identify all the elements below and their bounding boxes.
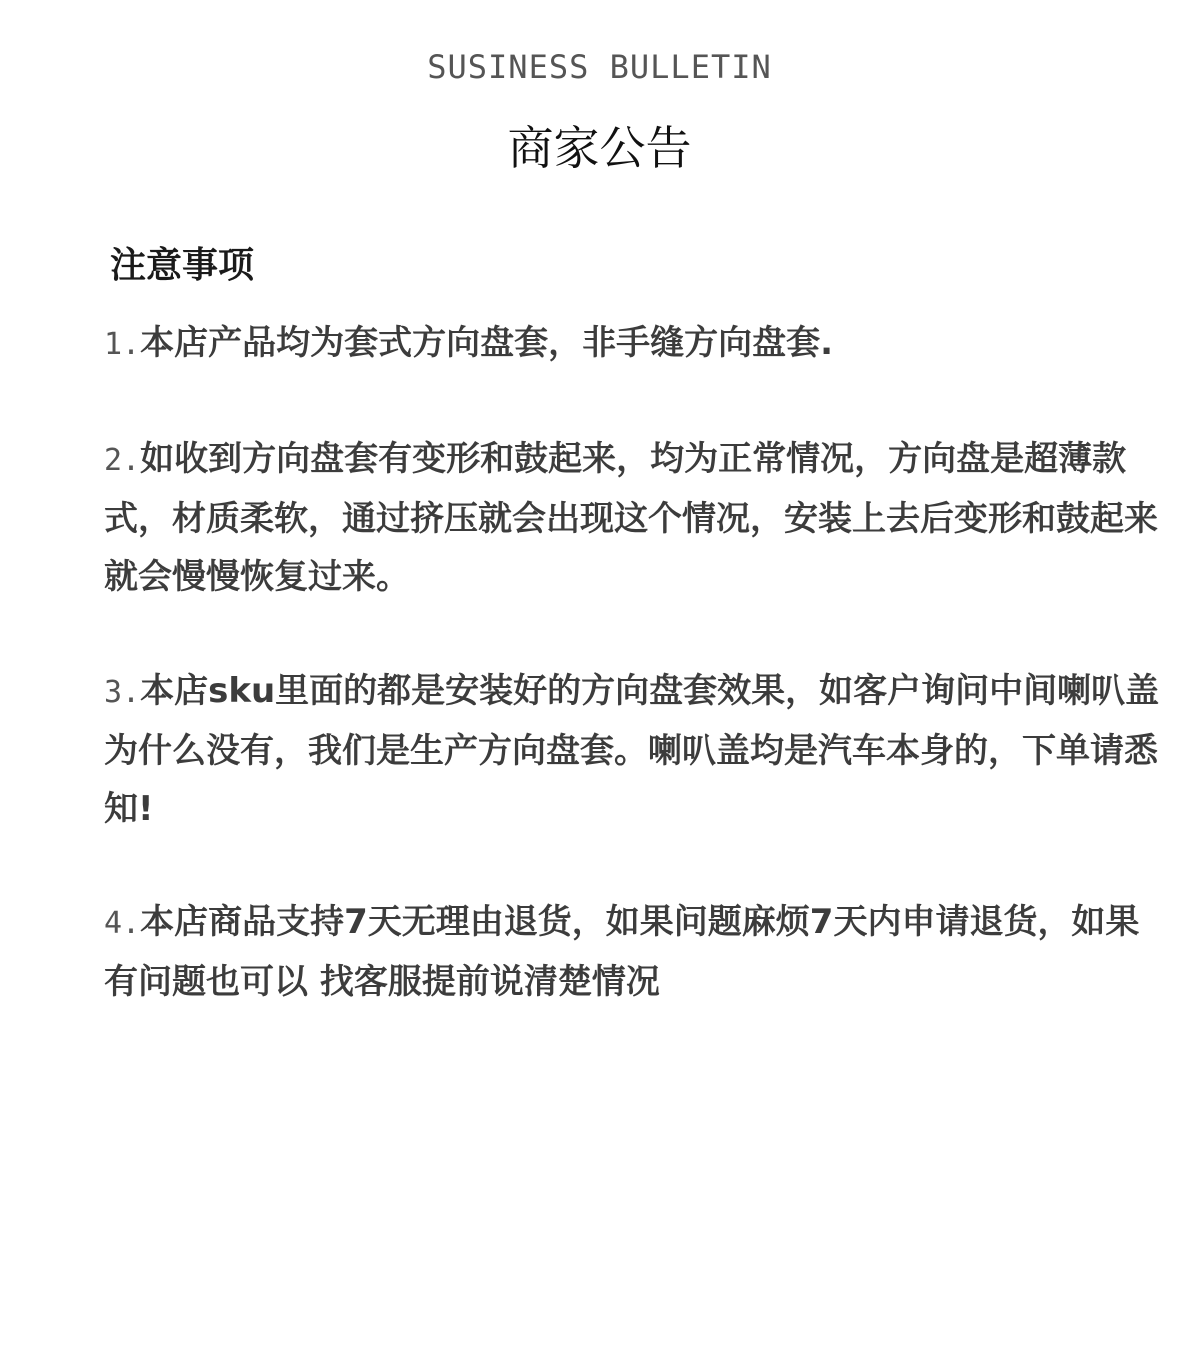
- notice-item-number: 3.: [104, 675, 141, 710]
- notice-heading: 注意事项: [110, 245, 255, 286]
- notice-item-number: 4.: [104, 906, 141, 941]
- notice-item: [104, 314, 1164, 374]
- notice-item-number: 2.: [104, 443, 141, 478]
- notice-item: [104, 662, 1164, 838]
- bulletin-title: 商家公告: [507, 121, 692, 175]
- notice-item-text: 本店产品均为套式方向盘套，非手缝方向盘套.: [140, 323, 834, 363]
- notice-item-text: 本店sku里面的都是安装好的方向盘套效果，如客户询问中间喇叭盖为什么没有，我们是生产方向盘套。喇叭盖均是汽车本身的，下单请悉知!: [104, 671, 1160, 829]
- notice-item: [104, 430, 1164, 606]
- notice-item-text: 本店商品支持7天无理由退货，如果问题麻烦7天内申请退货，如果有问题也可以 找客服提前说清楚情况: [104, 902, 1140, 1002]
- notice-item: [104, 893, 1164, 1011]
- notice-item-text: 如收到方向盘套有变形和鼓起来，均为正常情况，方向盘是超薄款式，材质柔软，通过挤压就会出现这个情况，安装上去后变形和鼓起来就会慢慢恢复过来。: [104, 439, 1158, 597]
- bulletin-subtitle: SUSINESS BULLETIN: [427, 48, 772, 86]
- notice-item-number: 1.: [104, 327, 141, 362]
